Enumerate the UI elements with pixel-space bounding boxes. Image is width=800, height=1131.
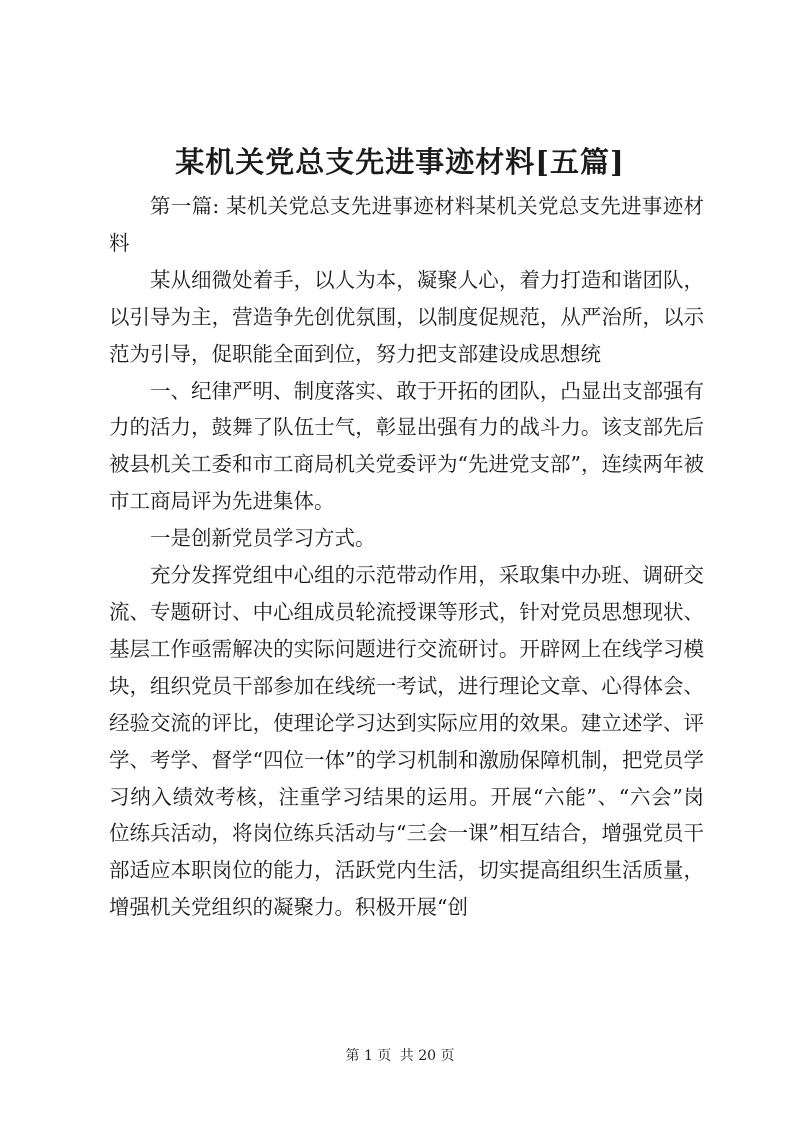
page-number: 第 1 页: [345, 1048, 392, 1064]
paragraph-5: 充分发挥党组中心组的示范带动作用，采取集中办班、调研交流、专题研讨、中心组成员轮流授课等形式，针对党员思想现状、基层工作亟需解决的实际问题进行交流研讨。开辟网上在线学习模块，组织党员干部参加在线统一考试，进行理论文章、心得体会、经验交流的评比，使理论学习达到实际应用的效果。建立述学、评学、考学、督学“四位一体”的学习机制和激励保障机制，把党员学习纳入绩效考核，注重学习结果的运用。开展“六能”、“六会”岗位练兵活动，将岗位练兵活动与“三会一课”相互结合，增强党员干部适应本职岗位的能力，活跃党内生活，切实提高组织生活质量，增强机关党组织的凝聚力。积极开展“创: [109, 563, 704, 920]
page-total: 共 20 页: [399, 1048, 455, 1064]
paragraph-1: 第一篇: 某机关党总支先进事迹材料某机关党总支先进事迹材料: [109, 194, 704, 255]
document-title: 某机关党总支先进事迹材料[五篇]: [175, 145, 625, 179]
page-footer: [0, 1046, 800, 1066]
document-body: [109, 188, 704, 926]
paragraph-4: 一是创新党员学习方式。: [150, 526, 376, 551]
paragraph-3: 一、纪律严明、制度落实、敢于开拓的团队，凸显出支部强有力的活力，鼓舞了队伍士气，彰显出强有力的战斗力。该支部先后被县机关工委和市工商局机关党委评为“先进党支部”，连续两年被市工商局评为先进集体。: [109, 378, 704, 514]
paragraph-2: 某从细微处着手，以人为本，凝聚人心，着力打造和谐团队，以引导为主，营造争先创优氛围，以制度促规范，从严治所，以示范为引导，促职能全面到位，努力把支部建设成思想统: [109, 267, 704, 366]
